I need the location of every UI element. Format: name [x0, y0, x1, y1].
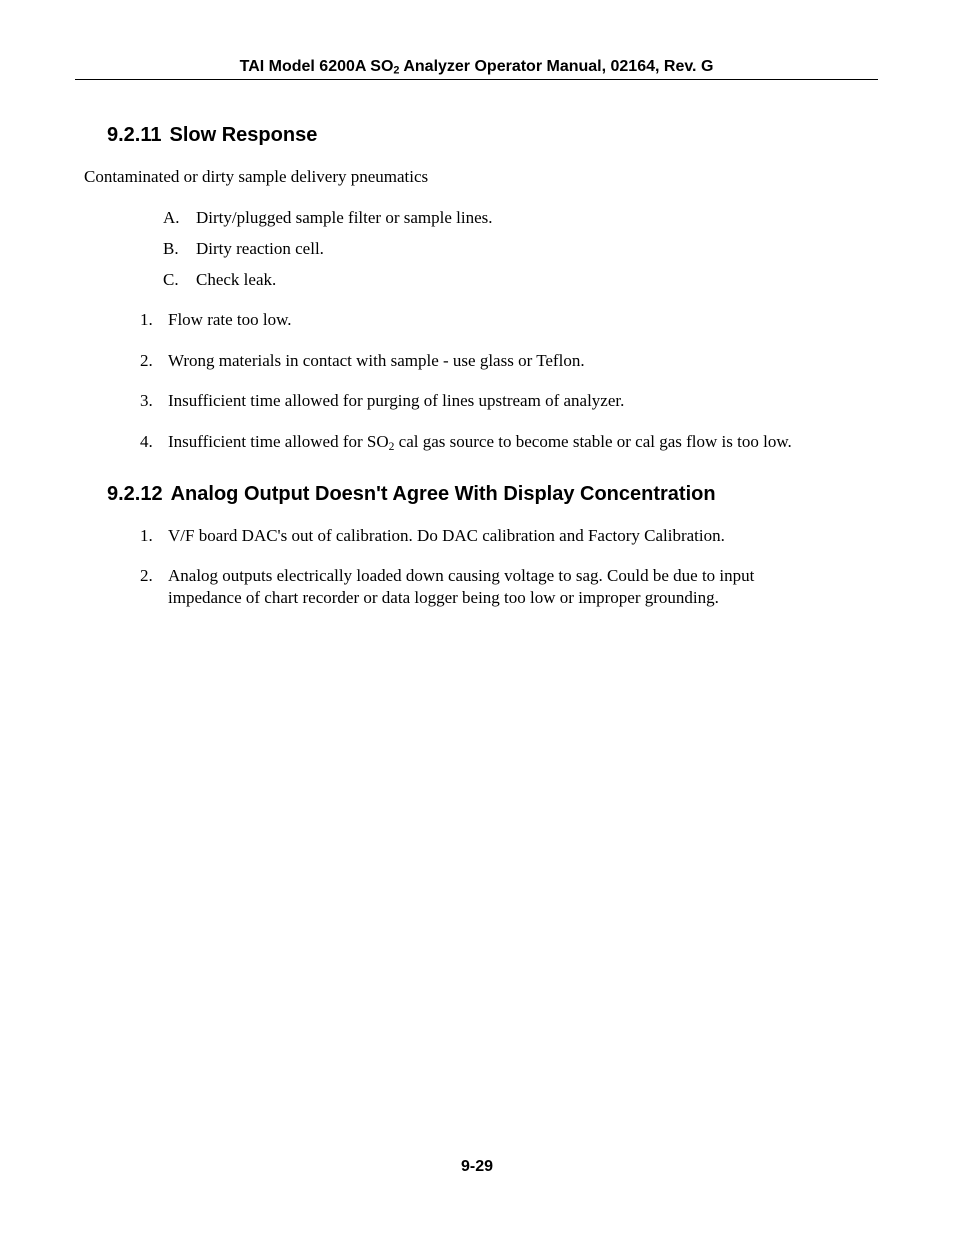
section-heading-analog-output [107, 482, 716, 506]
running-header [75, 57, 878, 77]
section-number: 9.2.11 [107, 124, 162, 146]
list-item-text: Analog outputs electrically loaded down causing voltage to sag. Could be due to input impedance of chart recorder or data logger being too low or improper grounding. [168, 566, 755, 607]
text-after-sub: cal gas source to become stable or cal gas flow is too low. [394, 432, 792, 451]
text-before-sub: Insufficient time allowed for SO [168, 432, 389, 451]
list-item-text: Insufficient time allowed for purging of lines upstream of analyzer. [168, 391, 625, 410]
subscript: 2 [388, 439, 395, 453]
list-marker: B. [163, 239, 179, 258]
section-heading-slow-response [107, 123, 317, 147]
intro-paragraph: Contaminated or dirty sample delivery pneumatics [84, 167, 429, 186]
section-title: Slow Response [169, 124, 318, 146]
list-item-text: Wrong materials in contact with sample - use glass or Teflon. [168, 351, 585, 370]
list-marker: 4. [140, 432, 153, 451]
header-rule [75, 79, 878, 80]
page-number: 9-29 [460, 1158, 494, 1175]
list-item-text: Flow rate too low. [168, 310, 292, 329]
header-text-after-sub: Analyzer Operator Manual, 02164, Rev. G [399, 58, 714, 75]
section-title: Analog Output Doesn't Agree With Display Concentration [170, 483, 716, 505]
list-item-text [168, 431, 792, 453]
header-text-before-sub: TAI Model 6200A SO [239, 58, 394, 75]
list-item-text: Dirty/plugged sample filter or sample lines. [196, 208, 493, 227]
list-item-text: Dirty reaction cell. [196, 239, 324, 258]
header-subscript: 2 [393, 64, 400, 77]
list-marker: 3. [140, 391, 153, 410]
list-marker: 1. [140, 526, 153, 545]
list-marker: 2. [140, 351, 153, 370]
section-number: 9.2.12 [107, 483, 163, 505]
list-marker: A. [163, 208, 180, 227]
list-item-text: Check leak. [196, 270, 277, 289]
list-marker: C. [163, 270, 179, 289]
list-marker: 2. [140, 566, 153, 585]
list-marker: 1. [140, 310, 153, 329]
list-item-text: V/F board DAC's out of calibration. Do DAC calibration and Factory Calibration. [168, 526, 725, 545]
